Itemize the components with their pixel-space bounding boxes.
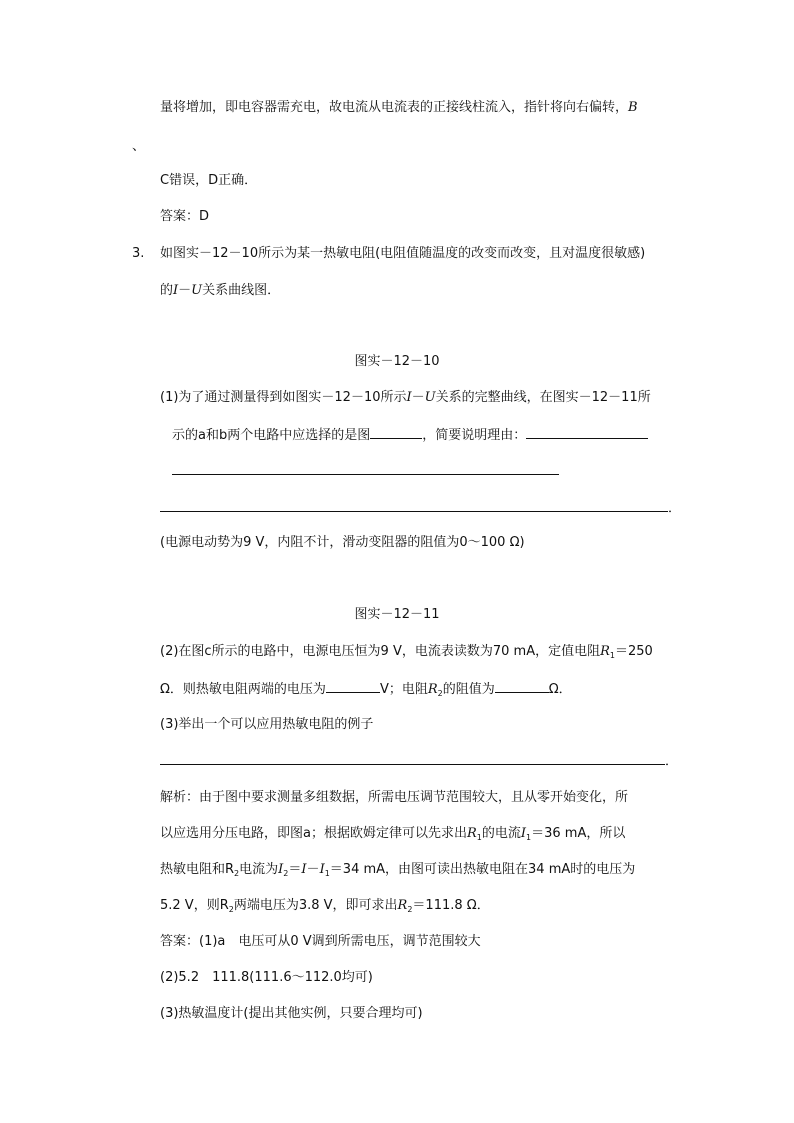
part-2-line-2: Ω．则热敏电阻两端的电压为 V；电阻$R_2$的阻值为 Ω． <box>160 682 572 698</box>
question-3-line-2: 的I－U关系曲线图． <box>160 283 281 298</box>
answer-2: 答案：D <box>160 209 210 224</box>
figure-caption-12-10: 图实－12－10 <box>354 354 440 369</box>
reason-blank-1[interactable] <box>526 426 648 439</box>
analysis-line-1: 解析：由于图中要求测量多组数据，所需电压调节范围较大，且从零开始变化，所 <box>160 790 629 805</box>
voltage-blank[interactable] <box>326 680 380 693</box>
question-3-number: 3. <box>132 246 145 261</box>
answer-3-line-3: (3)热敏温度计(提出其他实例，只要合理均可) <box>160 1006 423 1021</box>
continuation-line-1: 量将增加，即电容器需充电，故电流从电流表的正接线柱流入，指针将向右偏转，B <box>160 100 638 115</box>
continuation-line-2: C错误，D正确． <box>160 173 258 188</box>
figure-caption-12-11: 图实－12－11 <box>354 607 440 622</box>
part-2-line-1: (2)在图c所示的电路中，电源电压恒为9 V，电流表读数为70 mA，定值电阻$R_1=250$ <box>160 644 653 660</box>
answer-3-line-2: (2)5.2 111.8(111.6～112.0均可) <box>160 970 373 985</box>
part-1-line-2: 示的a和b两个电路中应选择的是图 ，简要说明理由： <box>172 426 648 445</box>
example-blank[interactable] <box>160 764 665 765</box>
analysis-line-2: 以应选用分压电路，即图a；根据欧姆定律可以先求出$R_1$的电流$I_1=36$ mA，所以 <box>160 826 626 842</box>
question-3-line-1: 如图实－12－10所示为某一热敏电阻(电阻值随温度的改变而改变，且对温度很敏感) <box>160 246 646 261</box>
reason-blank-3[interactable] <box>160 511 668 512</box>
part-3-line: (3)举出一个可以应用热敏电阻的例子 <box>160 717 374 732</box>
reason-blank-2[interactable] <box>172 474 559 475</box>
answer-3-line-1: 答案：(1)a 电压可从0 V调到所需电压，调节范围较大 <box>160 934 481 949</box>
part-1-note: (电源电动势为9 V，内阻不计，滑动变阻器的阻值为0～100 Ω) <box>160 535 525 550</box>
analysis-line-3: 热敏电阻和$R_2$电流为$I_2=I-I_1=34$ mA，由图可读出热敏电阻在34 mA时的电压为 <box>160 862 636 878</box>
analysis-line-4: 5.2 V，则$R_2$两端电压为3.8 V，即可求出$R_2=111.8$ Ω． <box>160 898 490 914</box>
circuit-choice-blank[interactable] <box>370 426 422 439</box>
resistance-blank[interactable] <box>495 680 549 693</box>
reason-period: ． <box>668 501 682 516</box>
part-1-line-1: (1)为了通过测量得到如图实－12－10所示I－U关系的完整曲线，在图实－12－11所 <box>160 390 651 405</box>
example-period: ． <box>665 754 679 769</box>
stray-mark: 、 <box>132 139 146 154</box>
